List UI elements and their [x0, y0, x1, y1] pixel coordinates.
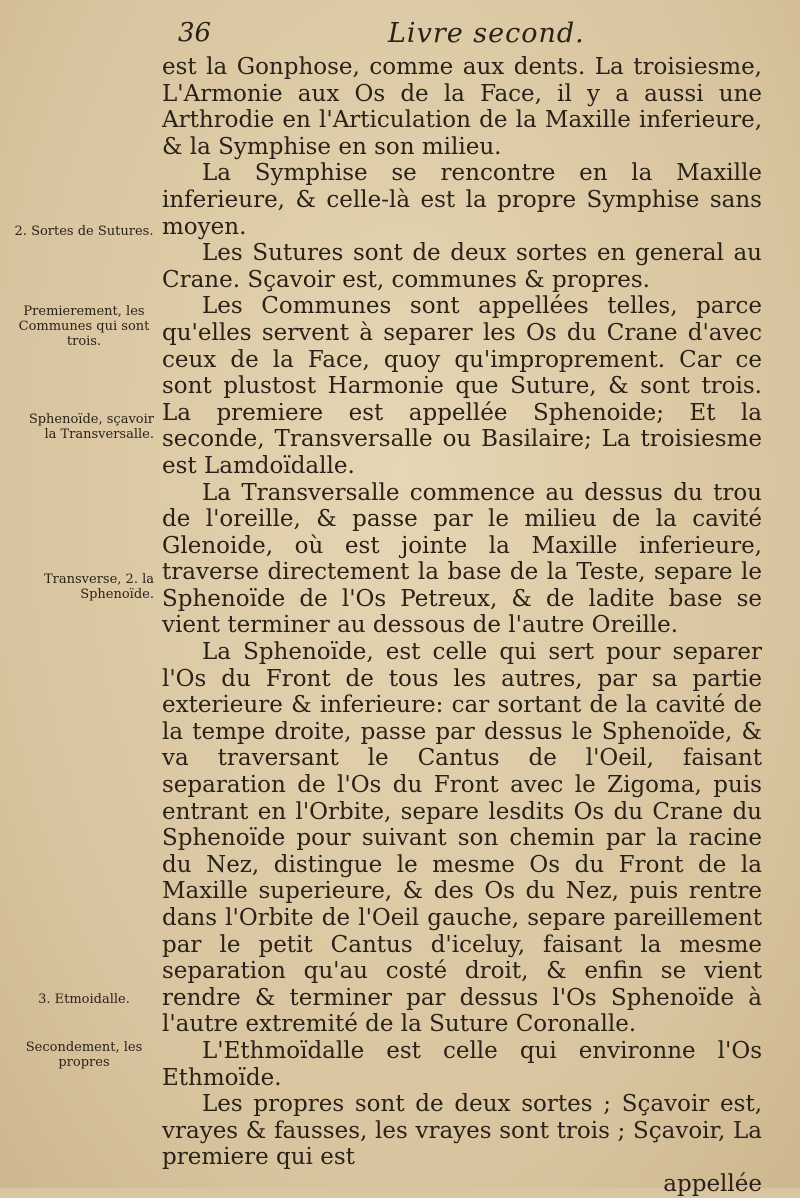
body-text [162, 54, 762, 1198]
paragraph: La Symphise se rencontre en la Maxille inferieure, & celle-là est la propre Symphise sans moyen. [162, 160, 762, 240]
margin-note: 3. Etmoidalle. [38, 992, 130, 1007]
paragraph: Les Communes sont appellées telles, parce qu'elles servent à separer les Os du Crane d'avec ceux de la Face, quoy qu'improprement. Car ce sont plustost Harmonie que Suture, & sont trois. La premiere est appellée Sphenoide; Et la seconde, Transversalle ou Basilaire; La troisiesme est Lamdoïdalle. [162, 293, 762, 479]
catchword: appellée [663, 1170, 762, 1197]
margin-note: 2. Sortes de Sutures. [14, 224, 154, 239]
margin-note: Premierement, les Communes qui sont trois. [18, 304, 150, 349]
paragraph: Les Sutures sont de deux sortes en general au Crane. Sçavoir est, communes & propres. [162, 240, 762, 293]
paragraph: La Sphenoïde, est celle qui sert pour separer l'Os du Front de tous les autres, par sa partie exterieure & inferieure: car sortant de la cavité de la tempe droite, passe par dessus le Sphenoïde, & va traversant le Cantus de l'Oeil, faisant separation de l'Os du Front avec le Zigoma, puis entrant en l'Orbite, separe lesdits Os du Crane du Sphenoïde pour suivant son chemin par la racine du Nez, distingue le mesme Os du Front de la Maxille superieure, & des Os du Nez, puis rentre dans l'Orbite de l'Oeil gauche, separe pareillement par le petit Cantus d'iceluy, faisant la mesme separation qu'au costé droit, & enfin se vient rendre & terminer par dessus l'Os Sphenoïde à l'autre extremité de la Suture Coronalle. [162, 639, 762, 1038]
margin-note: Secondement, les propres [25, 1040, 143, 1070]
page-number: 36 [178, 18, 212, 48]
margin-note: Sphenoïde, sçavoir la Transversalle. [28, 412, 154, 442]
page-header [178, 18, 768, 52]
paragraph: L'Ethmoïdalle est celle qui environne l'Os Ethmoïde. [162, 1037, 762, 1091]
margin-note: Transverse, 2. la Sphenoïde. [43, 572, 154, 602]
running-head: Livre second. [388, 18, 585, 49]
paragraph: La Transversalle commence au dessus du trou de l'oreille, & passe par le milieu de la cavité Glenoide, où est jointe la Maxille inferieure, traverse directement la base de la Teste, separe le Sphenoïde de l'Os Petreux, & de ladite base se vient terminer au dessous de l'autre Oreille. [162, 479, 762, 639]
paragraph: Les propres sont de deux sortes ; Sçavoir est, vrayes & fausses, les vrayes sont trois ; Sçavoir, La premiere qui est [162, 1091, 762, 1171]
paragraph: est la Gonphose, comme aux dents. La troisiesme, L'Armonie aux Os de la Face, il y a aussi une Arthrodie en l'Articulation de la Maxille inferieure, & la Symphise en son milieu. [162, 54, 762, 160]
